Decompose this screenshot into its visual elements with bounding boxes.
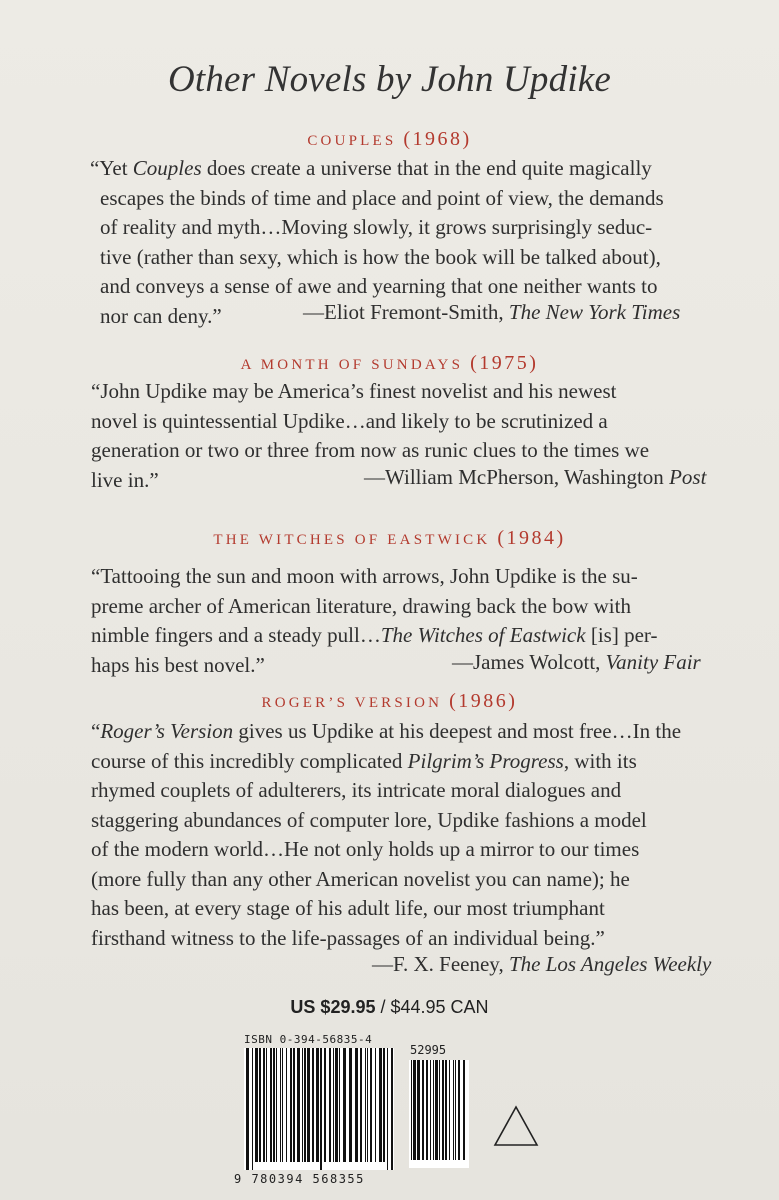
barcode-bar <box>413 1060 416 1160</box>
barcode-bar <box>445 1060 447 1160</box>
barcode-bar <box>270 1048 272 1162</box>
attribution-source: The Los Angeles Weekly <box>508 952 712 976</box>
attribution-source: The New York Times <box>508 300 681 324</box>
barcode-bar <box>333 1048 334 1162</box>
barcode-bar <box>276 1048 277 1162</box>
barcode-bar <box>449 1060 450 1160</box>
quote-line: “Yet Couples does create a universe that in the end quite magically <box>90 156 652 180</box>
section-heading-rogers-version <box>0 690 779 713</box>
section-year: (1986) <box>449 690 518 712</box>
barcode-bar <box>365 1048 366 1162</box>
barcode-bar <box>411 1060 412 1160</box>
price-usd: US $29.95 <box>290 997 376 1017</box>
section-heading-witches-of-eastwick <box>0 527 779 550</box>
barcode-addon-number: 52995 <box>410 1043 447 1057</box>
barcode-bar <box>266 1048 267 1162</box>
barcode-bar <box>422 1060 424 1160</box>
section-year: (1968) <box>403 128 472 150</box>
barcode-bar <box>442 1060 444 1160</box>
barcode-ean <box>244 1048 394 1170</box>
quote-line: course of this incredibly complicated Pilgrim’s Progress, with its <box>91 748 637 773</box>
attribution-couples <box>303 300 680 325</box>
barcode-bar <box>307 1048 310 1162</box>
barcode-bar <box>433 1060 434 1160</box>
section-year: (1984) <box>497 527 566 549</box>
barcode-bar <box>426 1060 428 1160</box>
barcode-bar <box>343 1048 346 1162</box>
barcode-bar <box>312 1048 314 1162</box>
section-heading-month-of-sundays <box>0 352 779 375</box>
quote-line: nor can deny.” <box>100 303 222 328</box>
barcode-bar <box>263 1048 265 1162</box>
barcode-bar <box>329 1048 331 1162</box>
barcode-addon <box>409 1060 469 1168</box>
barcode-bar <box>383 1048 385 1162</box>
barcode-bar <box>435 1060 438 1160</box>
barcode-bar <box>259 1048 261 1162</box>
barcode-bar <box>316 1048 319 1162</box>
quote-line: generation or two or three from now as runic clues to the times we <box>91 438 650 462</box>
section-title: ROGER’S VERSION <box>261 695 443 711</box>
quote-line: staggering abundances of computer lore, Updike fashions a model <box>91 807 647 832</box>
barcode-bar <box>252 1048 253 1170</box>
barcode-bar <box>349 1048 352 1162</box>
quote-line: and conveys a sense of awe and yearning that one neither wants to <box>100 274 658 298</box>
barcode-bar <box>335 1048 338 1162</box>
attribution-rogers-version <box>372 952 711 977</box>
quote-line: novel is quintessential Updike…and likely to be scrutinized a <box>91 408 608 433</box>
barcode-bar <box>453 1060 454 1160</box>
section-year: (1975) <box>470 352 539 374</box>
section-heading-couples <box>0 128 779 151</box>
barcode-bar <box>455 1060 456 1160</box>
barcode-bar <box>297 1048 300 1162</box>
quote-line: (more fully than any other American novelist you can name); he <box>91 866 630 891</box>
attribution-name: —William McPherson, Washington <box>364 465 664 489</box>
quote-line: “Roger’s Version gives us Updike at his deepest and most free…In the <box>91 719 682 743</box>
quote-line: rhymed couplets of adulterers, its intricate moral dialogues and <box>91 778 622 802</box>
barcode-bar <box>293 1048 295 1162</box>
barcode-bar <box>387 1048 388 1170</box>
barcode-bar <box>280 1048 281 1162</box>
barcode-ean-number: 9 780394 568355 <box>234 1172 365 1186</box>
barcode-bar <box>379 1048 382 1162</box>
quote-line: of the modern world…He not only holds up a mirror to our times <box>91 837 640 861</box>
attribution-name: —Eliot Fremont-Smith, <box>303 300 504 324</box>
barcode-bar <box>367 1048 368 1162</box>
price-label <box>0 997 779 1018</box>
barcode-bar <box>304 1048 306 1162</box>
barcode-bar <box>273 1048 275 1162</box>
page-title: Other Novels by John Updike <box>167 59 612 100</box>
barcode-bar <box>255 1048 258 1162</box>
barcode-bar <box>355 1048 358 1162</box>
quote-line: live in.” <box>91 467 159 492</box>
attribution-month-of-sundays <box>364 465 706 490</box>
price-separator: / <box>375 997 391 1017</box>
barcode-bar <box>320 1048 322 1170</box>
quote-line: haps his best novel.” <box>91 652 265 677</box>
attribution-source: Vanity Fair <box>605 650 701 674</box>
barcode-bar <box>458 1060 460 1160</box>
barcode-bar <box>463 1060 465 1160</box>
attribution-name: —James Wolcott, <box>452 650 601 674</box>
quote-rogers-version <box>91 717 691 953</box>
attribution-source: Post <box>669 465 707 489</box>
barcode-bar <box>439 1060 440 1160</box>
quote-line: firsthand witness to the life-passages of an individual being.” <box>91 925 605 950</box>
quote-line: “Tattooing the sun and moon with arrows, John Updike is the su- <box>91 564 638 588</box>
barcode-bar <box>339 1048 340 1162</box>
attribution-witches-of-eastwick <box>452 650 701 675</box>
barcode-bar <box>324 1048 326 1162</box>
quote-line: “John Updike may be America’s finest novelist and his newest <box>91 379 617 403</box>
section-title: COUPLES <box>307 133 397 149</box>
isbn-label: ISBN 0-394-56835-4 <box>244 1033 373 1046</box>
barcode-bar <box>290 1048 292 1162</box>
barcode-bar <box>417 1060 420 1160</box>
quote-line: tive (rather than sexy, which is how the book will be talked about), <box>100 244 661 269</box>
quote-line: has been, at every stage of his adult life, our most triumphant <box>91 896 605 920</box>
barcode-bar <box>391 1048 393 1170</box>
price-can: $44.95 CAN <box>390 997 489 1017</box>
quote-line: escapes the binds of time and place and point of view, the demands <box>100 185 664 210</box>
barcode-bar <box>370 1048 372 1162</box>
barcode-bar <box>375 1048 376 1162</box>
quote-line: of reality and myth…Moving slowly, it grows surprisingly seduc- <box>100 215 653 239</box>
barcode-bar <box>246 1048 249 1170</box>
quote-line: nimble fingers and a steady pull…The Witches of Eastwick [is] per- <box>91 623 658 647</box>
section-title: A MONTH OF SUNDAYS <box>240 357 464 373</box>
section-title: THE WITCHES OF EASTWICK <box>213 532 491 548</box>
barcode-bar <box>282 1048 283 1162</box>
barcode-bar <box>302 1048 303 1162</box>
publisher-triangle-icon <box>492 1104 540 1148</box>
barcode-bar <box>360 1048 362 1162</box>
barcode-bar <box>430 1060 431 1160</box>
barcode-bar <box>286 1048 287 1162</box>
attribution-name: —F. X. Feeney, <box>372 952 504 976</box>
quote-line: preme archer of American literature, drawing back the bow with <box>91 593 631 618</box>
